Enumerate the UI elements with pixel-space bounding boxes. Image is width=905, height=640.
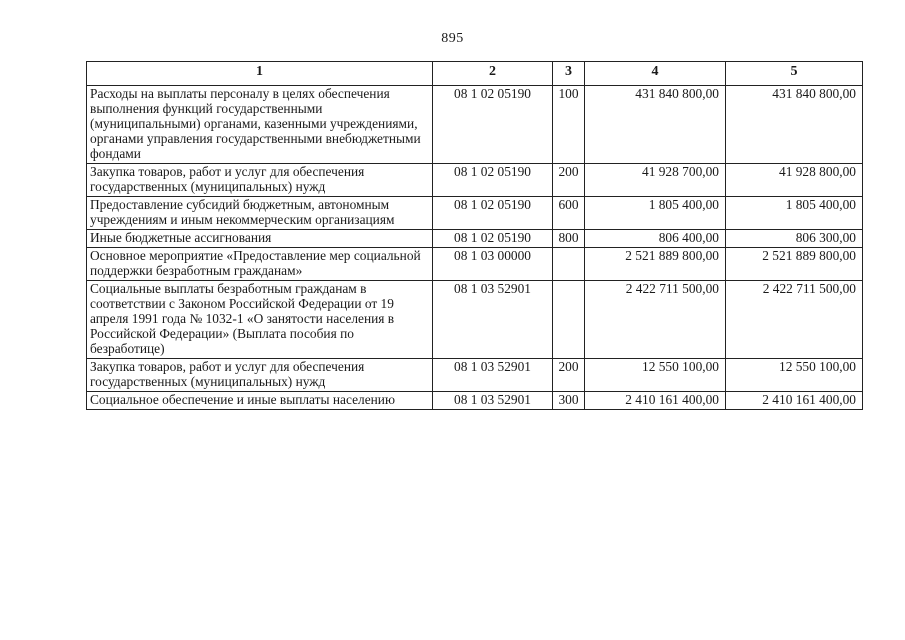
row-expense-type: 800 [553, 230, 585, 248]
row-name: Основное мероприятие «Предоставление мер социальной поддержки безработным гражданам» [87, 248, 433, 281]
page-number: 895 [441, 31, 464, 46]
table-row [87, 86, 863, 164]
row-code: 08 1 03 00000 [433, 248, 553, 281]
row-code: 08 1 02 05190 [433, 164, 553, 197]
row-expense-type: 100 [553, 86, 585, 164]
row-expense-type [553, 281, 585, 359]
header-row [87, 62, 863, 86]
budget-table [86, 61, 863, 410]
row-code: 08 1 02 05190 [433, 197, 553, 230]
row-amount-col5: 806 300,00 [726, 230, 863, 248]
row-name: Закупка товаров, работ и услуг для обеспечения государственных (муниципальных) нужд [87, 164, 433, 197]
row-name: Иные бюджетные ассигнования [87, 230, 433, 248]
row-code: 08 1 02 05190 [433, 230, 553, 248]
row-name: Предоставление субсидий бюджетным, автономным учреждениям и иным некоммерческим организациям [87, 197, 433, 230]
table-row [87, 164, 863, 197]
row-expense-type [553, 248, 585, 281]
header-col-5: 5 [726, 62, 863, 86]
table-header [87, 62, 863, 86]
row-amount-col5: 12 550 100,00 [726, 359, 863, 392]
row-expense-type: 200 [553, 359, 585, 392]
header-col-1: 1 [87, 62, 433, 86]
header-col-3: 3 [553, 62, 585, 86]
row-amount-col4: 2 521 889 800,00 [585, 248, 726, 281]
row-amount-col4: 41 928 700,00 [585, 164, 726, 197]
row-code: 08 1 03 52901 [433, 392, 553, 410]
header-col-2: 2 [433, 62, 553, 86]
row-amount-col4: 431 840 800,00 [585, 86, 726, 164]
row-amount-col5: 41 928 800,00 [726, 164, 863, 197]
row-amount-col4: 2 410 161 400,00 [585, 392, 726, 410]
row-expense-type: 600 [553, 197, 585, 230]
row-expense-type: 300 [553, 392, 585, 410]
row-amount-col5: 2 521 889 800,00 [726, 248, 863, 281]
row-expense-type: 200 [553, 164, 585, 197]
row-name: Закупка товаров, работ и услуг для обеспечения государственных (муниципальных) нужд [87, 359, 433, 392]
row-amount-col5: 2 422 711 500,00 [726, 281, 863, 359]
row-amount-col4: 806 400,00 [585, 230, 726, 248]
row-amount-col5: 2 410 161 400,00 [726, 392, 863, 410]
table-body [87, 86, 863, 410]
table-row [87, 359, 863, 392]
row-name: Расходы на выплаты персоналу в целях обеспечения выполнения функций государственными (муниципальными) органами, казенными учреждениями, органами управления государственными внебюджетными фондами [87, 86, 433, 164]
row-amount-col4: 2 422 711 500,00 [585, 281, 726, 359]
table-row [87, 197, 863, 230]
table-row [87, 281, 863, 359]
table-row [87, 248, 863, 281]
row-name: Социальные выплаты безработным гражданам в соответствии с Законом Российской Федерации от 19 апреля 1991 года № 1032-1 «О занятости населения в Российской Федерации» (Выплата пособия по безработице) [87, 281, 433, 359]
row-amount-col4: 1 805 400,00 [585, 197, 726, 230]
row-code: 08 1 03 52901 [433, 359, 553, 392]
row-amount-col5: 1 805 400,00 [726, 197, 863, 230]
row-code: 08 1 02 05190 [433, 86, 553, 164]
row-amount-col5: 431 840 800,00 [726, 86, 863, 164]
row-amount-col4: 12 550 100,00 [585, 359, 726, 392]
row-code: 08 1 03 52901 [433, 281, 553, 359]
row-name: Социальное обеспечение и иные выплаты населению [87, 392, 433, 410]
table-row [87, 392, 863, 410]
header-col-4: 4 [585, 62, 726, 86]
table-row [87, 230, 863, 248]
